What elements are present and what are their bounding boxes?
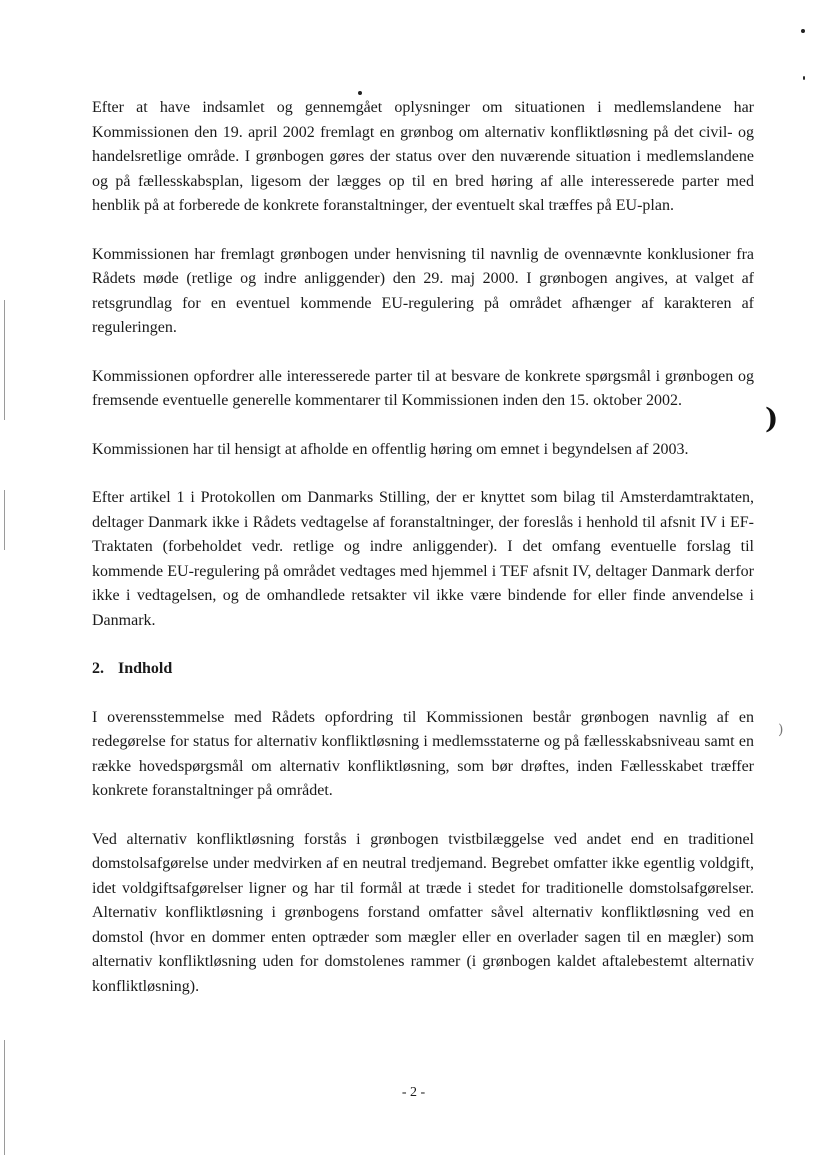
scan-edge-line	[4, 490, 5, 550]
body-paragraph: Efter at have indsamlet og gennemgået oplysninger om situationen i medlemslandene har Kommissionen den 19. april 2002 fremlagt en grønbog om alternativ konfliktløsning på det civil- og handelsretlige område. I grønbogen gøres der status over den nuværende situation i medlemslandene og på fællesskabsplan, ligesom der lægges op til en bred høring af alle interesserede parter med henblik på at forberede de konkrete foranstaltninger, der eventuelt skal træffes på EU-plan.	[92, 99, 754, 214]
body-paragraph: Efter artikel 1 i Protokollen om Danmarks Stilling, der er knyttet som bilag til Amsterdamtraktaten, deltager Danmark ikke i Rådets vedtagelse af foranstaltninger, der foreslås i henhold til afsnit IV i EF-Traktaten (forbeholdet vedr. retlige og indre anliggender). I det omfang eventuelle forslag til kommende EU-regulering på området vedtages med hjemmel i TEF afsnit IV, deltager Danmark derfor ikke i vedtagelsen, og de omhandlede retsakter vil ikke være bindende for eller finde anvendelse i Danmark.	[92, 489, 754, 629]
body-paragraph: Ved alternativ konfliktløsning forstås i grønbogen tvistbilæggelse ved andet end en traditionel domstolsafgørelse under medvirken af en neutral tredjemand. Begrebet omfatter ikke egentlig voldgift, idet voldgiftsafgørelser ligner og har til formål at træde i stedet for traditionelle domstolsafgørelser. Alternativ konfliktløsning i grønbogens forstand omfatter såvel alternativ konfliktløsning ved en domstol (hvor en dommer enten optræder som mægler eller en overlader sagen til en mægler) som alternativ konfliktløsning uden for domstolenes rammer (i grønbogen kaldet aftalebestemt alternativ konfliktløsning).	[92, 830, 754, 995]
scan-speck	[801, 29, 805, 33]
page-number: - 2 -	[401, 1085, 426, 1100]
scan-edge-line	[4, 300, 5, 420]
section-heading	[92, 657, 754, 682]
scan-speck	[803, 76, 805, 80]
body-paragraph: Kommissionen har til hensigt at afholde en offentlig høring om emnet i begyndelsen af 2003.	[92, 440, 689, 458]
scan-bracket-mark: )	[765, 402, 779, 435]
scan-speck	[358, 91, 362, 95]
body-paragraph: Kommissionen opfordrer alle interesserede parter til at besvare de konkrete spørgsmål i grønbogen og fremsende eventuelle generelle kommentarer til Kommissionen inden den 15. oktober 2002.	[92, 367, 754, 409]
document-body	[92, 96, 754, 999]
body-paragraph: I overensstemmelse med Rådets opfordring til Kommissionen består grønbogen navnlig af en redegørelse for status for alternativ konfliktløsning i medlemsstaterne og på fællesskabsniveau samt en række hovedspørgsmål om alternativ konfliktløsning, som bør drøftes, inden Fællesskabet træffer konkrete foranstaltninger på området.	[92, 708, 754, 799]
body-paragraph: Kommissionen har fremlagt grønbogen under henvisning til navnlig de ovennævnte konklusioner fra Rådets møde (retlige og indre anliggender) den 29. maj 2000. I grønbogen angives, at valget af retsgrundlag for en eventuel kommende EU-regulering på området afhænger af karakteren af reguleringen.	[92, 245, 754, 336]
scan-bracket-mark: )	[778, 722, 784, 738]
section-number: 2.	[92, 660, 104, 677]
section-title: Indhold	[118, 660, 173, 677]
